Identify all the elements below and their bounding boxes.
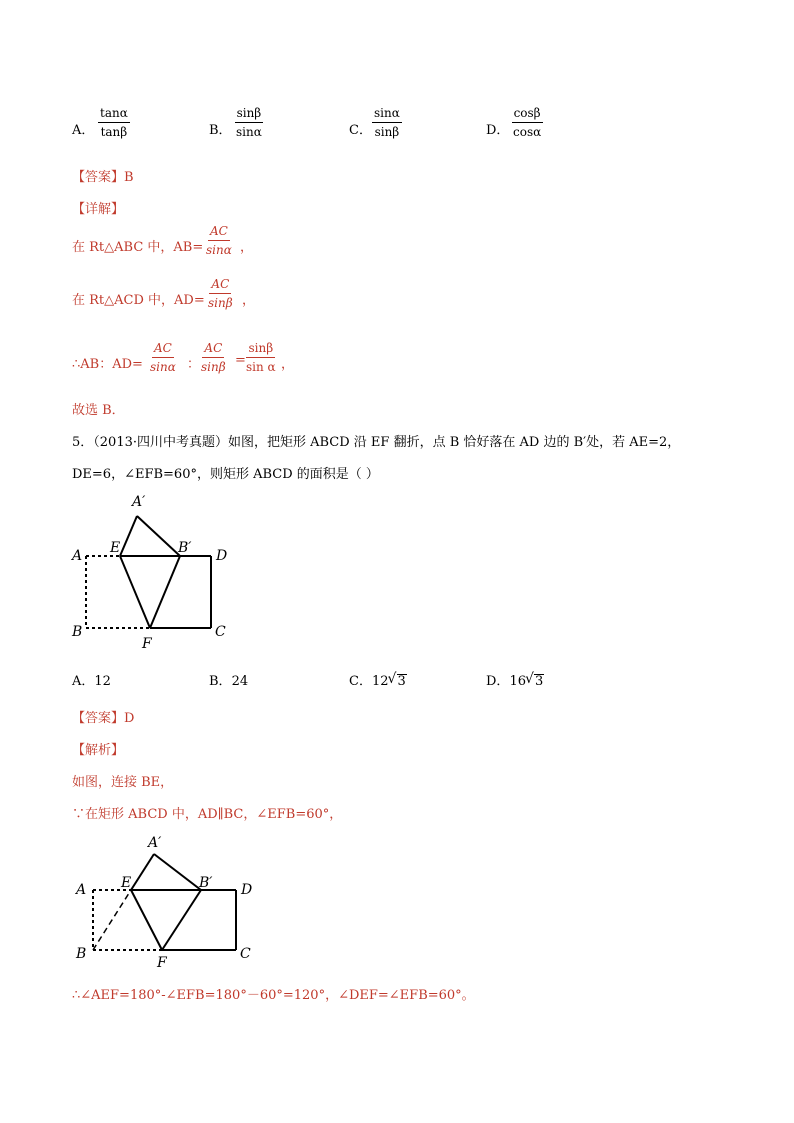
fig1-aprime-bprime (137, 516, 180, 556)
q5-option-a-letter: A． (72, 674, 95, 689)
fig2-aprime-bprime (154, 854, 201, 890)
detail-line3-f1-denominator: sinα (150, 360, 176, 374)
q5-figure (60, 488, 240, 656)
option-a-denominator: tanβ (100, 125, 128, 139)
q4-detail-label: 【详解】 (72, 202, 125, 217)
detail-line1-fraction (204, 224, 234, 257)
detail-line3-text: ∴AB：AD= (72, 357, 143, 372)
fig1-label-c: C (215, 624, 226, 640)
detail-line3-fraction1 (148, 341, 178, 374)
q5-option-a (72, 670, 111, 689)
detail-line3-f1-numerator: AC (152, 341, 174, 358)
option-d-denominator: cosα (513, 125, 542, 139)
fig1-label-aprime: A′ (132, 494, 146, 510)
fig1-label-b: B (72, 624, 83, 640)
option-b-fraction (234, 106, 264, 139)
q5-option-a-value: 12 (94, 674, 111, 689)
fig2-label-bprime: B′ (199, 875, 213, 891)
detail-line2-denominator: sinβ (208, 296, 233, 310)
option-a-fraction (98, 106, 130, 139)
option-c-letter: C． (349, 123, 372, 138)
fig1-bprime-f (150, 556, 180, 628)
q5-option-c-coef: 12 (371, 674, 389, 689)
detail-line3-fraction3 (244, 341, 278, 374)
detail-line1-comma: ， (240, 240, 254, 255)
q5-answer (72, 707, 134, 726)
option-d-fraction (511, 106, 543, 139)
q5-option-d-coef: 16 (509, 674, 526, 689)
fig1-label-f: F (142, 636, 152, 652)
q5-answer-label: 【答案】 (72, 711, 125, 726)
detail-line1-numerator: AC (208, 224, 230, 241)
detail-line3-f2-denominator: sinβ (201, 360, 226, 374)
q5-option-b-letter: B． (209, 674, 232, 689)
fig2-label-b: B (76, 946, 87, 962)
q5-option-c-sqrt: √ 3 (397, 674, 407, 688)
option-b-denominator: sinα (236, 125, 262, 139)
detail-line3-fraction2 (199, 341, 228, 374)
detail-line1-denominator: sinα (206, 243, 232, 257)
detail-line2-text: 在 Rt△ACD 中，AD= (72, 293, 205, 308)
fig1-label-d: D (216, 548, 228, 564)
detail-line3-comma: ， (281, 357, 295, 372)
detail-line3-f3-denominator: sin α (246, 360, 276, 374)
fig1-label-e: E (110, 540, 121, 556)
q5-option-d (486, 670, 544, 689)
answer-label: 【答案】 (72, 170, 125, 185)
q5-analysis-label: 【解析】 (72, 743, 125, 758)
fig1-ef (120, 556, 150, 628)
fig2-be-dashed (93, 890, 131, 950)
option-a-letter: A． (72, 123, 95, 138)
fig1-label-a: A (72, 548, 83, 564)
q5-option-b (209, 670, 248, 689)
option-c-denominator: sinβ (374, 125, 400, 139)
q5-option-c-letter: C． (349, 674, 372, 689)
fig2-label-a: A (76, 882, 87, 898)
option-b-numerator: sinβ (235, 106, 264, 123)
detail-line2-comma: ， (242, 293, 256, 308)
q5-option-d-sqrt: √ 3 (534, 674, 544, 688)
detail-line3-f3-numerator: sinβ (246, 341, 275, 358)
q5-option-b-value: 24 (231, 674, 249, 689)
fig2-label-e: E (121, 875, 132, 891)
option-c-numerator: sinα (372, 106, 402, 123)
q5-option-c (349, 670, 407, 689)
detail-line2-fraction (206, 277, 235, 310)
option-d-numerator: cosβ (512, 106, 543, 123)
answer-value: B (124, 170, 134, 185)
q5-analysis-line2: ∵在矩形 ABCD 中，AD∥BC，∠EFB=60°， (72, 807, 343, 822)
fig2-label-c: C (240, 946, 251, 962)
q5-analysis-figure (66, 832, 262, 972)
fig2-label-d: D (241, 882, 253, 898)
q5-analysis-line1: 如图，连接 BE， (72, 775, 174, 790)
fig1-label-bprime: B′ (178, 540, 192, 556)
detail-line2-numerator: AC (209, 277, 231, 294)
fig2-ef (131, 890, 162, 950)
detail-line3-equals: = (235, 353, 246, 368)
option-a-numerator: tanα (98, 106, 130, 123)
option-c-fraction (372, 106, 402, 139)
fig2-label-f: F (157, 955, 167, 971)
detail-line3-colon: ： (187, 357, 201, 372)
detail-line3-f2-numerator: AC (202, 341, 224, 358)
option-d-letter: D． (486, 123, 510, 138)
q5-option-d-letter: D． (486, 674, 510, 689)
q5-answer-value: D (124, 711, 135, 726)
fig1-e-aprime (120, 516, 137, 556)
detail-conclusion: 故选 B． (72, 403, 125, 418)
q5-stem-line2: DE=6，∠EFB=60°，则矩形 ABCD 的面积是（ ） (72, 467, 379, 482)
fig2-e-aprime (131, 854, 154, 890)
fig2-bprime-f (162, 890, 201, 950)
q5-stem-line1: 5．（2013·四川中考真题）如图，把矩形 ABCD 沿 EF 翻折，点 B 恰好落在 AD 边的 B′处，若 AE=2， (72, 435, 681, 450)
q4-answer (72, 166, 134, 185)
q5-analysis-line3: ∴∠AEF=180°-∠EFB=180°－60°=120°，∠DEF=∠EFB=60°。 (72, 988, 475, 1003)
detail-line1-text: 在 Rt△ABC 中，AB= (72, 240, 204, 255)
option-b-letter: B． (209, 123, 232, 138)
fig2-label-aprime: A′ (148, 835, 162, 851)
